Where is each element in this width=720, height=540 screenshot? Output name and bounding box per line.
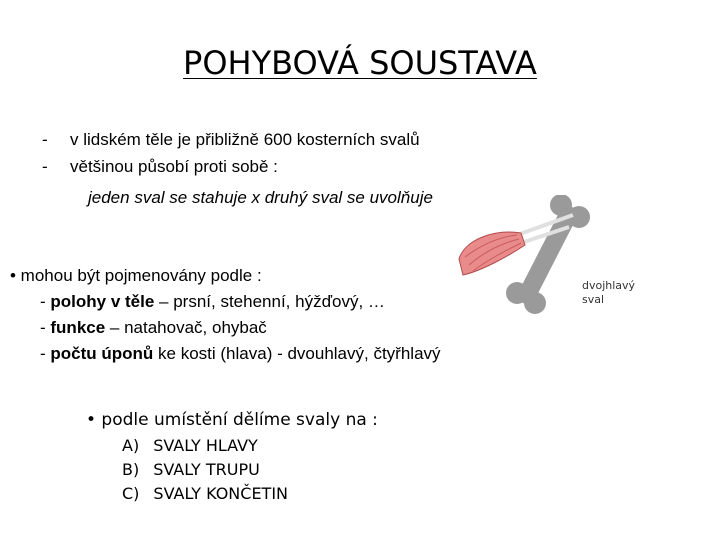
naming-item-function: - funkce – natahovač, ohybač (40, 318, 267, 337)
division-item-limbs: C) SVALY KONČETIN (122, 484, 289, 503)
division-heading: • podle umístění dělíme svaly na : (86, 410, 378, 430)
intro-bullet-1: v lidském těle je přibližně 600 kosterních svalů (70, 130, 420, 149)
naming-item-attachments: - počtu úponů ke kosti (hlava) - dvouhlavý, čtyřhlavý (40, 344, 441, 363)
caption-line: dvojhlavý (582, 279, 636, 292)
naming-item-position: - polohy v těle – prsní, stehenní, hýžďový, … (40, 292, 385, 311)
intro-example: jeden sval se stahuje x druhý sval se uvolňuje (88, 188, 433, 207)
muscle-shape (459, 232, 525, 275)
page-title: POHYBOVÁ SOUSTAVA (183, 44, 537, 82)
bone-shape (506, 195, 590, 314)
division-item-head: A) SVALY HLAVY (122, 436, 258, 455)
bullet-dash: - (42, 157, 48, 176)
naming-heading: • mohou být pojmenovány podle : (10, 266, 262, 285)
division-item-trunk: B) SVALY TRUPU (122, 460, 260, 479)
intro-bullet-2: většinou působí proti sobě : (70, 157, 278, 176)
bullet-dash: - (42, 130, 48, 149)
figure-caption (582, 279, 635, 307)
caption-line: sval (582, 293, 605, 306)
